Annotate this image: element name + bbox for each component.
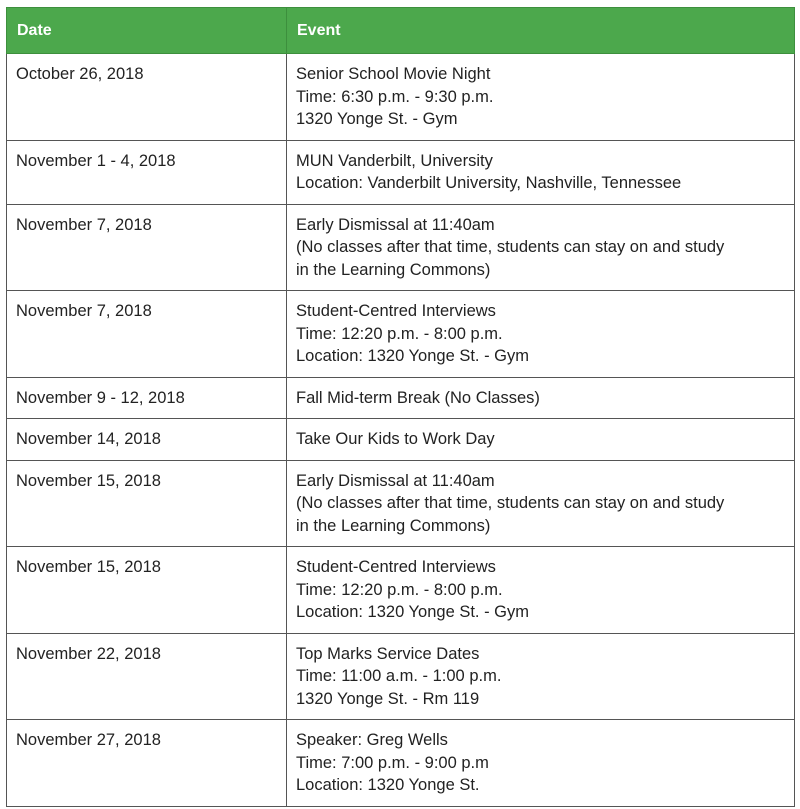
event-details-cell — [287, 419, 795, 461]
event-detail-line: Top Marks Service Dates — [296, 644, 480, 663]
event-detail-line: (No classes after that time, students can stay on and study — [296, 238, 725, 256]
table-row — [7, 633, 795, 720]
event-date-cell: November 7, 2018 — [7, 291, 287, 378]
event-date-cell: October 26, 2018 — [7, 54, 287, 141]
table-row — [7, 140, 795, 204]
event-date-cell: November 22, 2018 — [7, 633, 287, 720]
event-column-header: Event — [287, 8, 795, 54]
event-detail-line: Senior School Movie Night — [296, 65, 491, 83]
event-details-cell — [287, 140, 795, 204]
event-detail-line: Location: 1320 Yonge St. - Gym — [296, 347, 529, 365]
table-row — [7, 204, 795, 291]
date-column-header: Date — [7, 8, 287, 54]
event-detail-line: Speaker: Greg Wells — [296, 731, 448, 749]
event-detail-line: Early Dismissal at 11:40am — [296, 471, 495, 490]
event-details-cell — [287, 547, 795, 634]
table-row — [7, 460, 795, 547]
header-row — [7, 8, 795, 54]
table-row — [7, 377, 795, 419]
event-detail-line: Fall Mid-term Break (No Classes) — [296, 388, 540, 407]
event-date-cell: November 27, 2018 — [7, 720, 287, 807]
event-detail-line: MUN Vanderbilt, University — [296, 151, 493, 170]
events-table — [6, 7, 795, 807]
event-detail-line: Location: Vanderbilt University, Nashville, Tennessee — [296, 174, 682, 192]
event-detail-line: in the Learning Commons) — [296, 516, 491, 535]
event-date-cell: November 15, 2018 — [7, 547, 287, 634]
event-detail-line: Student-Centred Interviews — [296, 558, 496, 576]
event-detail-line: in the Learning Commons) — [296, 260, 491, 279]
event-details-cell — [287, 204, 795, 291]
event-detail-line: Time: 11:00 a.m. - 1:00 p.m. — [296, 667, 502, 685]
event-detail-line: Take Our Kids to Work Day — [296, 430, 495, 448]
event-details-cell — [287, 54, 795, 141]
table-row — [7, 547, 795, 634]
table-row — [7, 291, 795, 378]
event-detail-line: Student-Centred Interviews — [296, 302, 496, 320]
event-details-cell — [287, 291, 795, 378]
event-date-cell: November 15, 2018 — [7, 460, 287, 547]
event-date-cell: November 14, 2018 — [7, 419, 287, 461]
table-row — [7, 419, 795, 461]
event-date-cell: November 1 - 4, 2018 — [7, 140, 287, 204]
event-details-cell — [287, 377, 795, 419]
event-details-cell — [287, 633, 795, 720]
table-row — [7, 720, 795, 807]
event-detail-line: Time: 7:00 p.m. - 9:00 p.m — [296, 753, 489, 772]
event-detail-line: Time: 6:30 p.m. - 9:30 p.m. — [296, 87, 494, 106]
event-date-cell: November 7, 2018 — [7, 204, 287, 291]
event-detail-line: Time: 12:20 p.m. - 8:00 p.m. — [296, 324, 503, 343]
event-detail-line: Location: 1320 Yonge St. - Gym — [296, 603, 529, 621]
event-detail-line: Time: 12:20 p.m. - 8:00 p.m. — [296, 580, 503, 599]
table-row — [7, 54, 795, 141]
event-detail-line: Early Dismissal at 11:40am — [296, 215, 495, 234]
event-detail-line: 1320 Yonge St. - Rm 119 — [296, 689, 480, 708]
event-details-cell — [287, 720, 795, 807]
event-detail-line: (No classes after that time, students can stay on and study — [296, 494, 725, 512]
event-detail-line: Location: 1320 Yonge St. — [296, 776, 480, 794]
event-date-cell: November 9 - 12, 2018 — [7, 377, 287, 419]
event-detail-line: 1320 Yonge St. - Gym — [296, 110, 458, 128]
event-details-cell — [287, 460, 795, 547]
